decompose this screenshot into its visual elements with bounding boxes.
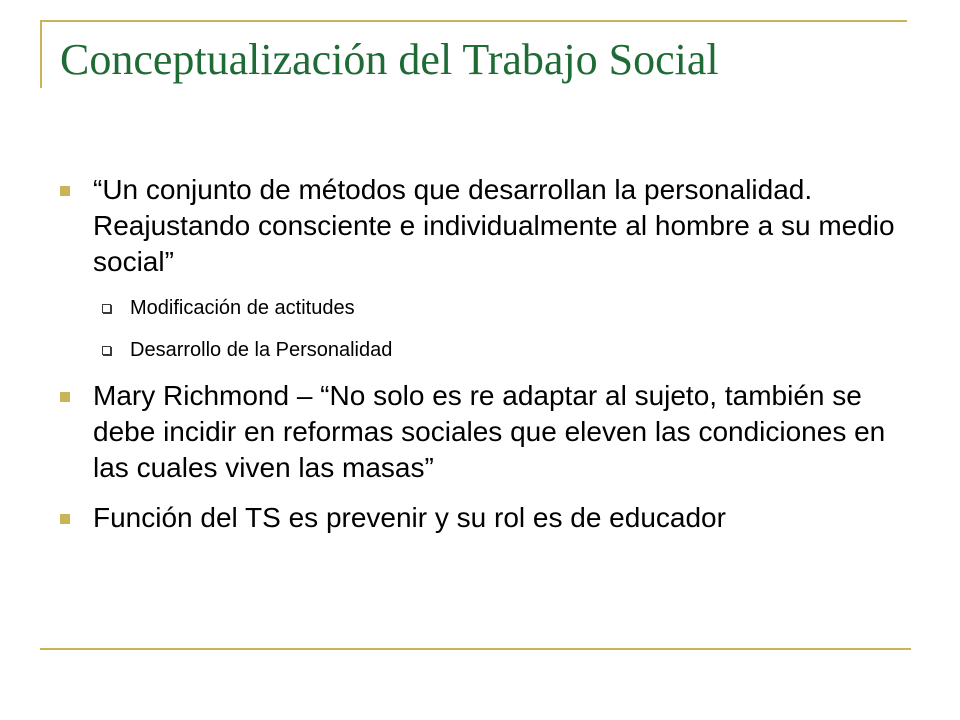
bullet-text: “Un conjunto de métodos que desarrollan la personalidad. Reajustando consciente e individualmente al hombre a su medio social” xyxy=(93,174,895,277)
bullet-item xyxy=(60,500,910,536)
square-bullet-icon xyxy=(60,186,70,196)
bullet-item xyxy=(60,172,910,280)
bullet-text: Mary Richmond – “No solo es re adaptar al sujeto, también se debe incidir en reformas sociales que eleven las condiciones en las cuales viven las masas” xyxy=(93,380,886,483)
slide-content xyxy=(60,172,910,536)
sub-bullet-item xyxy=(60,294,910,322)
square-bullet-icon xyxy=(60,514,70,524)
bullet-item xyxy=(60,378,910,486)
hollow-square-bullet-icon xyxy=(102,304,111,313)
frame-top-rule xyxy=(40,20,907,22)
bullet-text: Función del TS es prevenir y su rol es de educador xyxy=(93,502,726,533)
sub-bullet-item xyxy=(60,336,910,364)
sub-bullet-text: Modificación de actitudes xyxy=(130,297,355,319)
slide-title: Conceptualización del Trabajo Social xyxy=(60,35,719,84)
hollow-square-bullet-icon xyxy=(102,346,111,355)
frame-left-rule xyxy=(40,20,42,88)
square-bullet-icon xyxy=(60,392,70,402)
frame-bottom-rule xyxy=(40,648,911,650)
sub-bullet-text: Desarrollo de la Personalidad xyxy=(130,339,393,361)
